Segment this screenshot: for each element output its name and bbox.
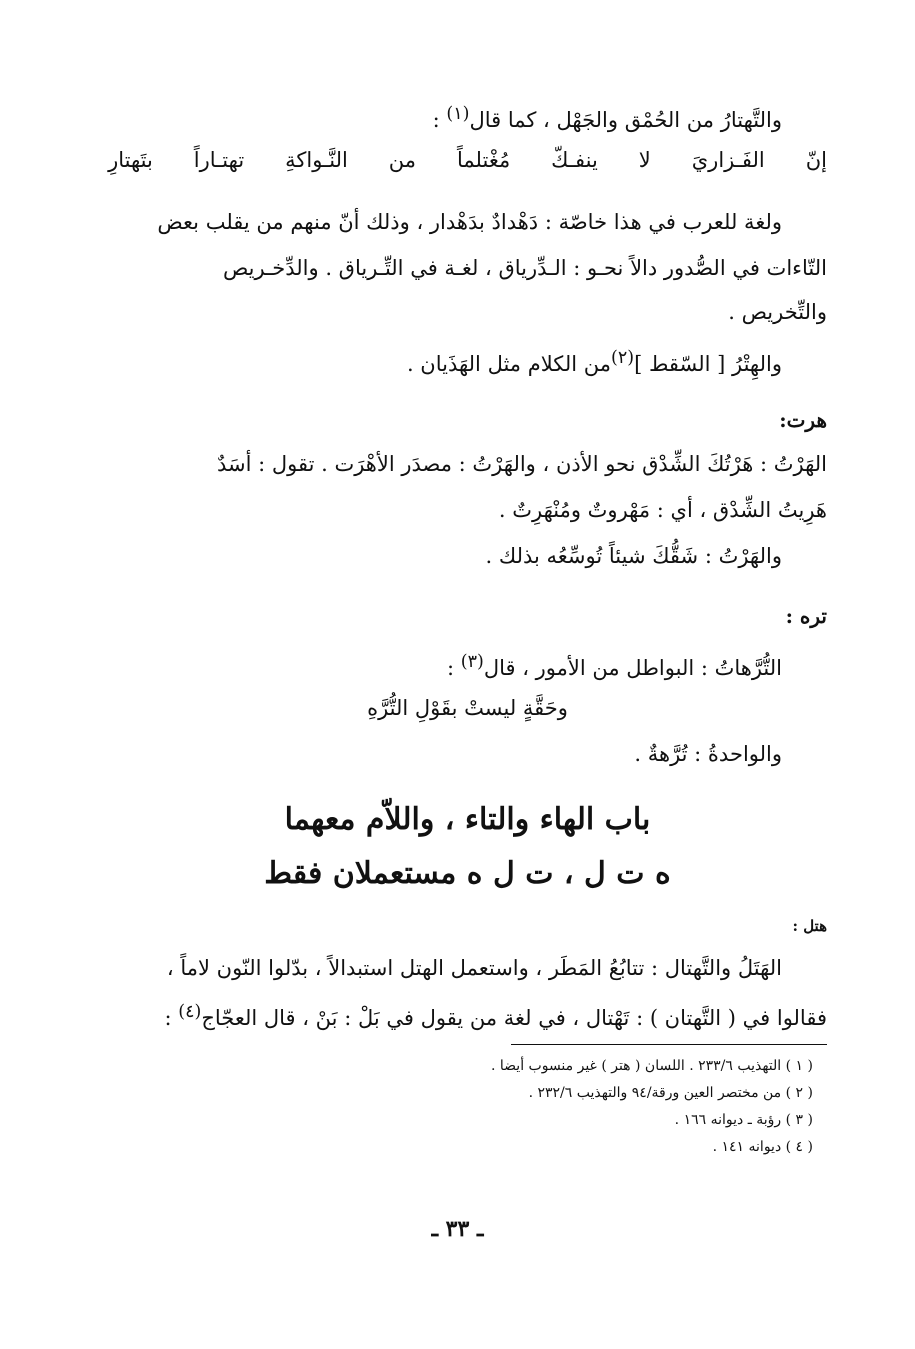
footnote-ref: (٤)	[178, 1002, 202, 1022]
footnote: ( ١ ) التهذيب ٢٣٣/٦ . اللسان ( هتر ) غير منسوب أيضا .	[490, 1058, 813, 1074]
verse-word: من	[388, 148, 417, 172]
footnote: ( ٣ ) رؤبة ـ ديوانه ١٦٦ .	[674, 1112, 813, 1128]
page-number: ـ ٣٣ ـ	[431, 1216, 484, 1242]
entry-heading: هتل :	[792, 917, 827, 935]
text: :	[447, 656, 461, 680]
footnote-ref: (٢)	[611, 348, 635, 368]
verse-word: تهتـاراً	[193, 148, 245, 172]
text: من الكلام مثل الهَذَيان .	[406, 352, 612, 376]
verse-word: لا	[638, 148, 651, 172]
text-line: ولغة للعرب في هذا خاصّة : دَهْدادٌ بدَهْدار ، وذلك أنّ منهم من يقلب بعض	[157, 210, 782, 234]
entry-heading: تره :	[785, 604, 827, 628]
text: والتَّهتارُ من الحُمْق والجَهْل ، كما قال	[469, 108, 782, 132]
text-line	[407, 340, 827, 382]
verse-word: إنّ	[805, 148, 827, 172]
text: التُّرَّهاتُ : البواطل من الأمور ، قال	[483, 656, 782, 680]
footnotes	[108, 1044, 827, 1161]
verse-word: ينفـكّ	[551, 148, 598, 172]
text-line: والتِّخريص .	[728, 300, 827, 324]
verse-word: بتَهتارِ	[108, 148, 153, 172]
text-line	[447, 644, 827, 686]
footnote-ref: (١)	[446, 104, 470, 124]
text-line: الهَرْتُ : هَرْتُكَ الشِّدْق نحو الأذن ، والهَرْتُ : مصدَر الأهْرَت . تقول : أسَدٌ	[216, 452, 827, 476]
text-line: التّاءات في الصُّدور دالاً نحـو : الـدِّرياق ، لغـة في التِّـرياق . والدِّخـريص	[222, 256, 827, 280]
footnote-divider	[511, 1044, 827, 1045]
footnote-ref: (٣)	[460, 652, 484, 672]
text-line: والواحدةُ : تُرَّهةٌ .	[634, 742, 782, 766]
verse-line: وحَقَّةٍ ليستْ بقَوْلِ التُّرَّهِ	[367, 696, 568, 720]
text: والهِتْرُ [ السّقط ]	[634, 352, 782, 376]
verse-line	[108, 142, 827, 178]
page-body	[108, 88, 827, 1349]
footnote: ( ٢ ) من مختصر العين ورقة/٩٤ والتهذيب ٢٣٢/٦ .	[528, 1085, 813, 1101]
text-line: والهَرْتُ : شَقُّكَ شيئاً تُوسِّعُه بذلك .	[485, 544, 782, 568]
footnote: ( ٤ ) ديوانه ١٤١ .	[712, 1139, 813, 1155]
entry-heading: هرت:	[779, 408, 827, 432]
verse-word: النَّـواكةِ	[285, 148, 348, 172]
text: فقالوا في ( التَّهتان ) : تَهْتال ، في لغة من يقول في بَلْ : بَنْ ، قال العجّاج	[201, 1006, 827, 1030]
chapter-subtitle: ه ت ل ، ت ل ه مستعملان فقط	[264, 856, 671, 891]
text: :	[164, 1006, 179, 1030]
text-line	[433, 96, 827, 138]
verse-word: مُغْتلماً	[456, 148, 511, 172]
text-line: الهَتَلُ والتَّهتال : تتابُعُ المَطَر ، واستعمل الهتل استبدالاً ، بدّلوا النّون لاماً ،	[166, 956, 782, 980]
chapter-title: باب الهاء والتاء ، واللاّم معهما	[284, 802, 651, 837]
text-line: هَرِيتُ الشِّدْق ، أي : مَهْروتٌ ومُنْهَرِتٌ .	[498, 498, 827, 522]
verse-word: الفَـزاريَ	[691, 148, 765, 172]
text-line	[164, 994, 827, 1036]
text: :	[432, 108, 447, 132]
